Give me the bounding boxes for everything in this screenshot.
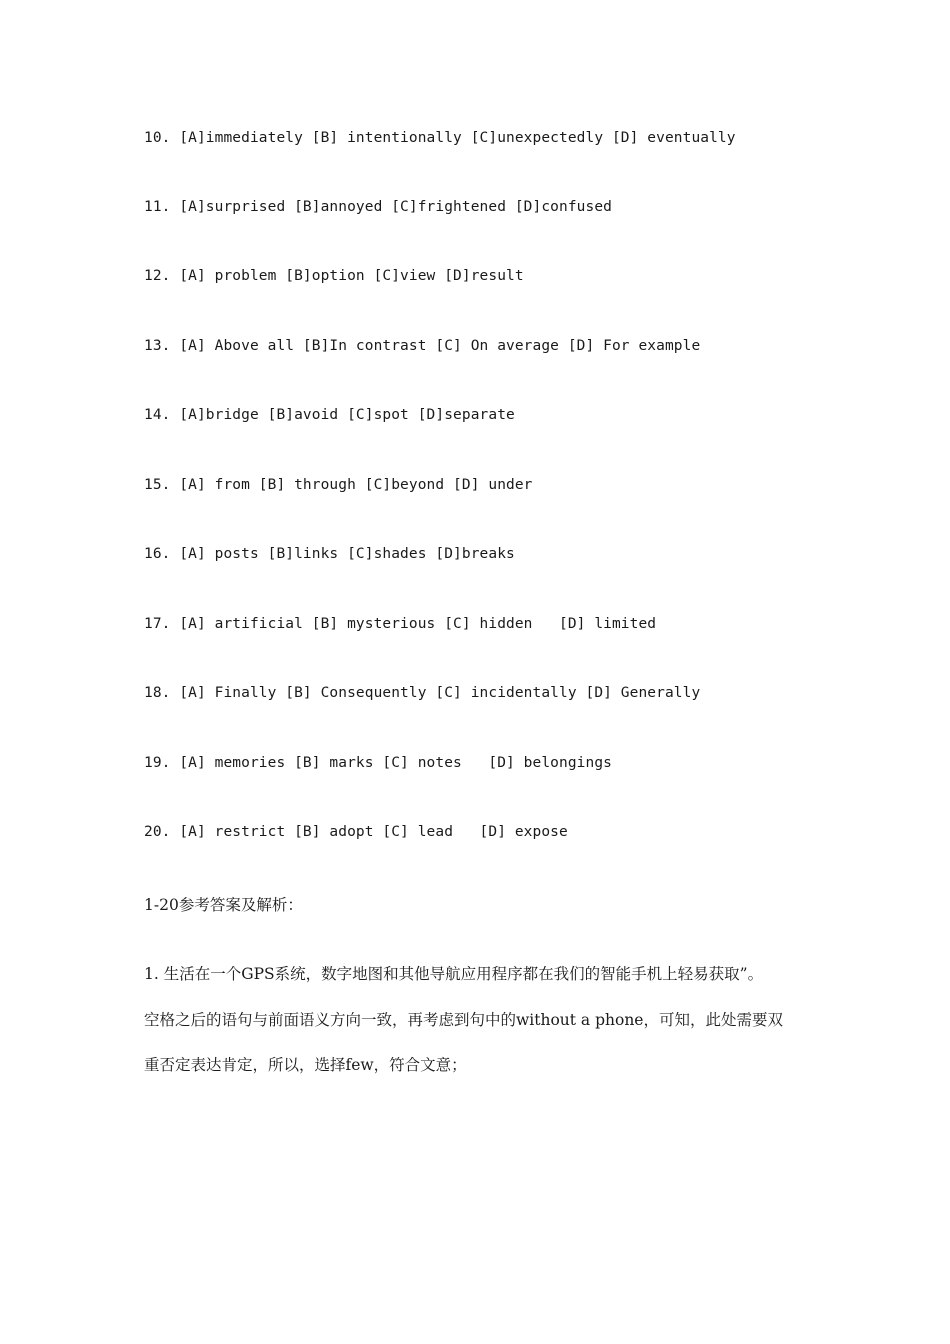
- question-14: 14. [A]bridge [B]avoid [C]spot [D]separate: [144, 407, 515, 423]
- question-12: 12. [A] problem [B]option [C]view [D]result: [144, 268, 524, 284]
- explanation-line-1: 1. 生活在一个GPS系统，数字地图和其他导航应用程序都在我们的智能手机上轻易获取”。: [144, 965, 764, 983]
- question-15: 15. [A] from [B] through [C]beyond [D] under: [144, 477, 533, 493]
- question-16: 16. [A] posts [B]links [C]shades [D]breaks: [144, 546, 515, 562]
- question-13: 13. [A] Above all [B]In contrast [C] On average [D] For example: [144, 338, 701, 354]
- question-10: 10. [A]immediately [B] intentionally [C]unexpectedly [D] eventually: [144, 130, 736, 146]
- explanation-line-3: 重否定表达肯定，所以，选择few，符合文意；: [144, 1056, 467, 1074]
- question-17: 17. [A] artificial [B] mysterious [C] hidden [D] limited: [144, 616, 657, 632]
- question-18: 18. [A] Finally [B] Consequently [C] incidentally [D] Generally: [144, 685, 701, 701]
- answer-heading: 1-20参考答案及解析：: [144, 896, 303, 914]
- question-20: 20. [A] restrict [B] adopt [C] lead [D] expose: [144, 824, 568, 840]
- question-19: 19. [A] memories [B] marks [C] notes [D] belongings: [144, 755, 612, 771]
- explanation-line-2: 空格之后的语句与前面语义方向一致，再考虑到句中的without a phone，可知，此处需要双: [144, 1011, 783, 1029]
- question-11: 11. [A]surprised [B]annoyed [C]frightened [D]confused: [144, 199, 612, 215]
